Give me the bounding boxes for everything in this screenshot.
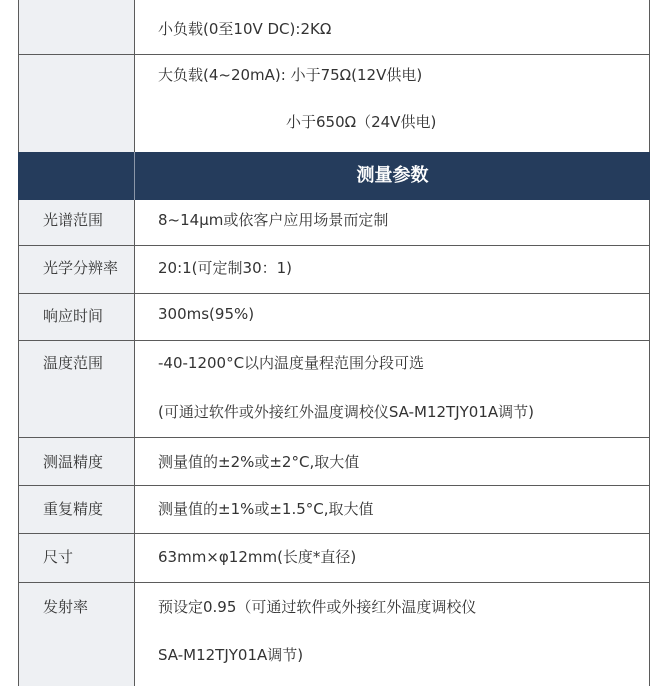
row-value-text: 8~14μm或依客户应用场景而定制 [158,211,389,229]
row-repeatability [18,486,650,533]
row-value [134,583,650,686]
row-value-text: 300ms(95%) [158,305,255,323]
row-label-text: 光谱范围 [43,211,104,229]
section-header [18,152,650,200]
row-dimensions [18,534,650,582]
small-load-text: 小负载(0至10V DC):2KΩ [158,20,332,38]
row-label [18,534,134,582]
row-value [134,0,650,54]
row-value [134,55,650,152]
row-value [134,341,650,437]
large-load-text: 大负载(4~20mA): 小于75Ω(12V供电) [158,66,423,84]
row-label [18,583,134,686]
row-label [18,438,134,485]
row-value [134,486,650,533]
row-value-text: 预设定0.95（可通过软件或外接红外温度调校仪 [158,598,477,616]
row-optical-resolution [18,246,650,293]
row-spectral-range [18,200,650,245]
row-label-text: 温度范围 [43,354,104,372]
large-load-text-2: 小于650Ω（24V供电) [286,113,437,131]
row-label [18,246,134,293]
row-label-text: 重复精度 [43,500,104,518]
row-label [18,200,134,245]
row-value-text: 20:1(可定制30：1) [158,259,293,277]
row-temperature-range [18,341,650,437]
row-value-text-2: (可通过软件或外接红外温度调校仪SA-M12TJY01A调节) [158,403,534,421]
row-label-text: 响应时间 [43,307,104,325]
row-small-load [18,0,650,54]
row-accuracy [18,438,650,485]
row-label-empty [18,55,134,152]
row-value [134,200,650,245]
row-label [18,486,134,533]
section-title: 测量参数 [356,165,429,186]
row-value-text: -40-1200°C以内温度量程范围分段可选 [158,354,425,372]
row-value [134,294,650,340]
row-label-text: 发射率 [43,598,89,616]
row-value-text: 63mm×φ12mm(长度*直径) [158,548,357,566]
row-value [134,246,650,293]
row-label [18,294,134,340]
row-label-empty [18,0,134,54]
spec-table [18,0,650,686]
row-large-load [18,55,650,152]
row-value [134,438,650,485]
row-value [134,534,650,582]
row-label [18,341,134,437]
row-label-text: 测温精度 [43,453,104,471]
row-label-text: 尺寸 [43,548,74,566]
row-value-text-2: SA-M12TJY01A调节) [158,646,304,664]
row-label-text: 光学分辨率 [43,259,119,277]
row-value-text: 测量值的±2%或±2°C,取大值 [158,453,360,471]
row-value-text: 测量值的±1%或±1.5°C,取大值 [158,500,374,518]
row-response-time [18,294,650,340]
row-emissivity [18,583,650,686]
